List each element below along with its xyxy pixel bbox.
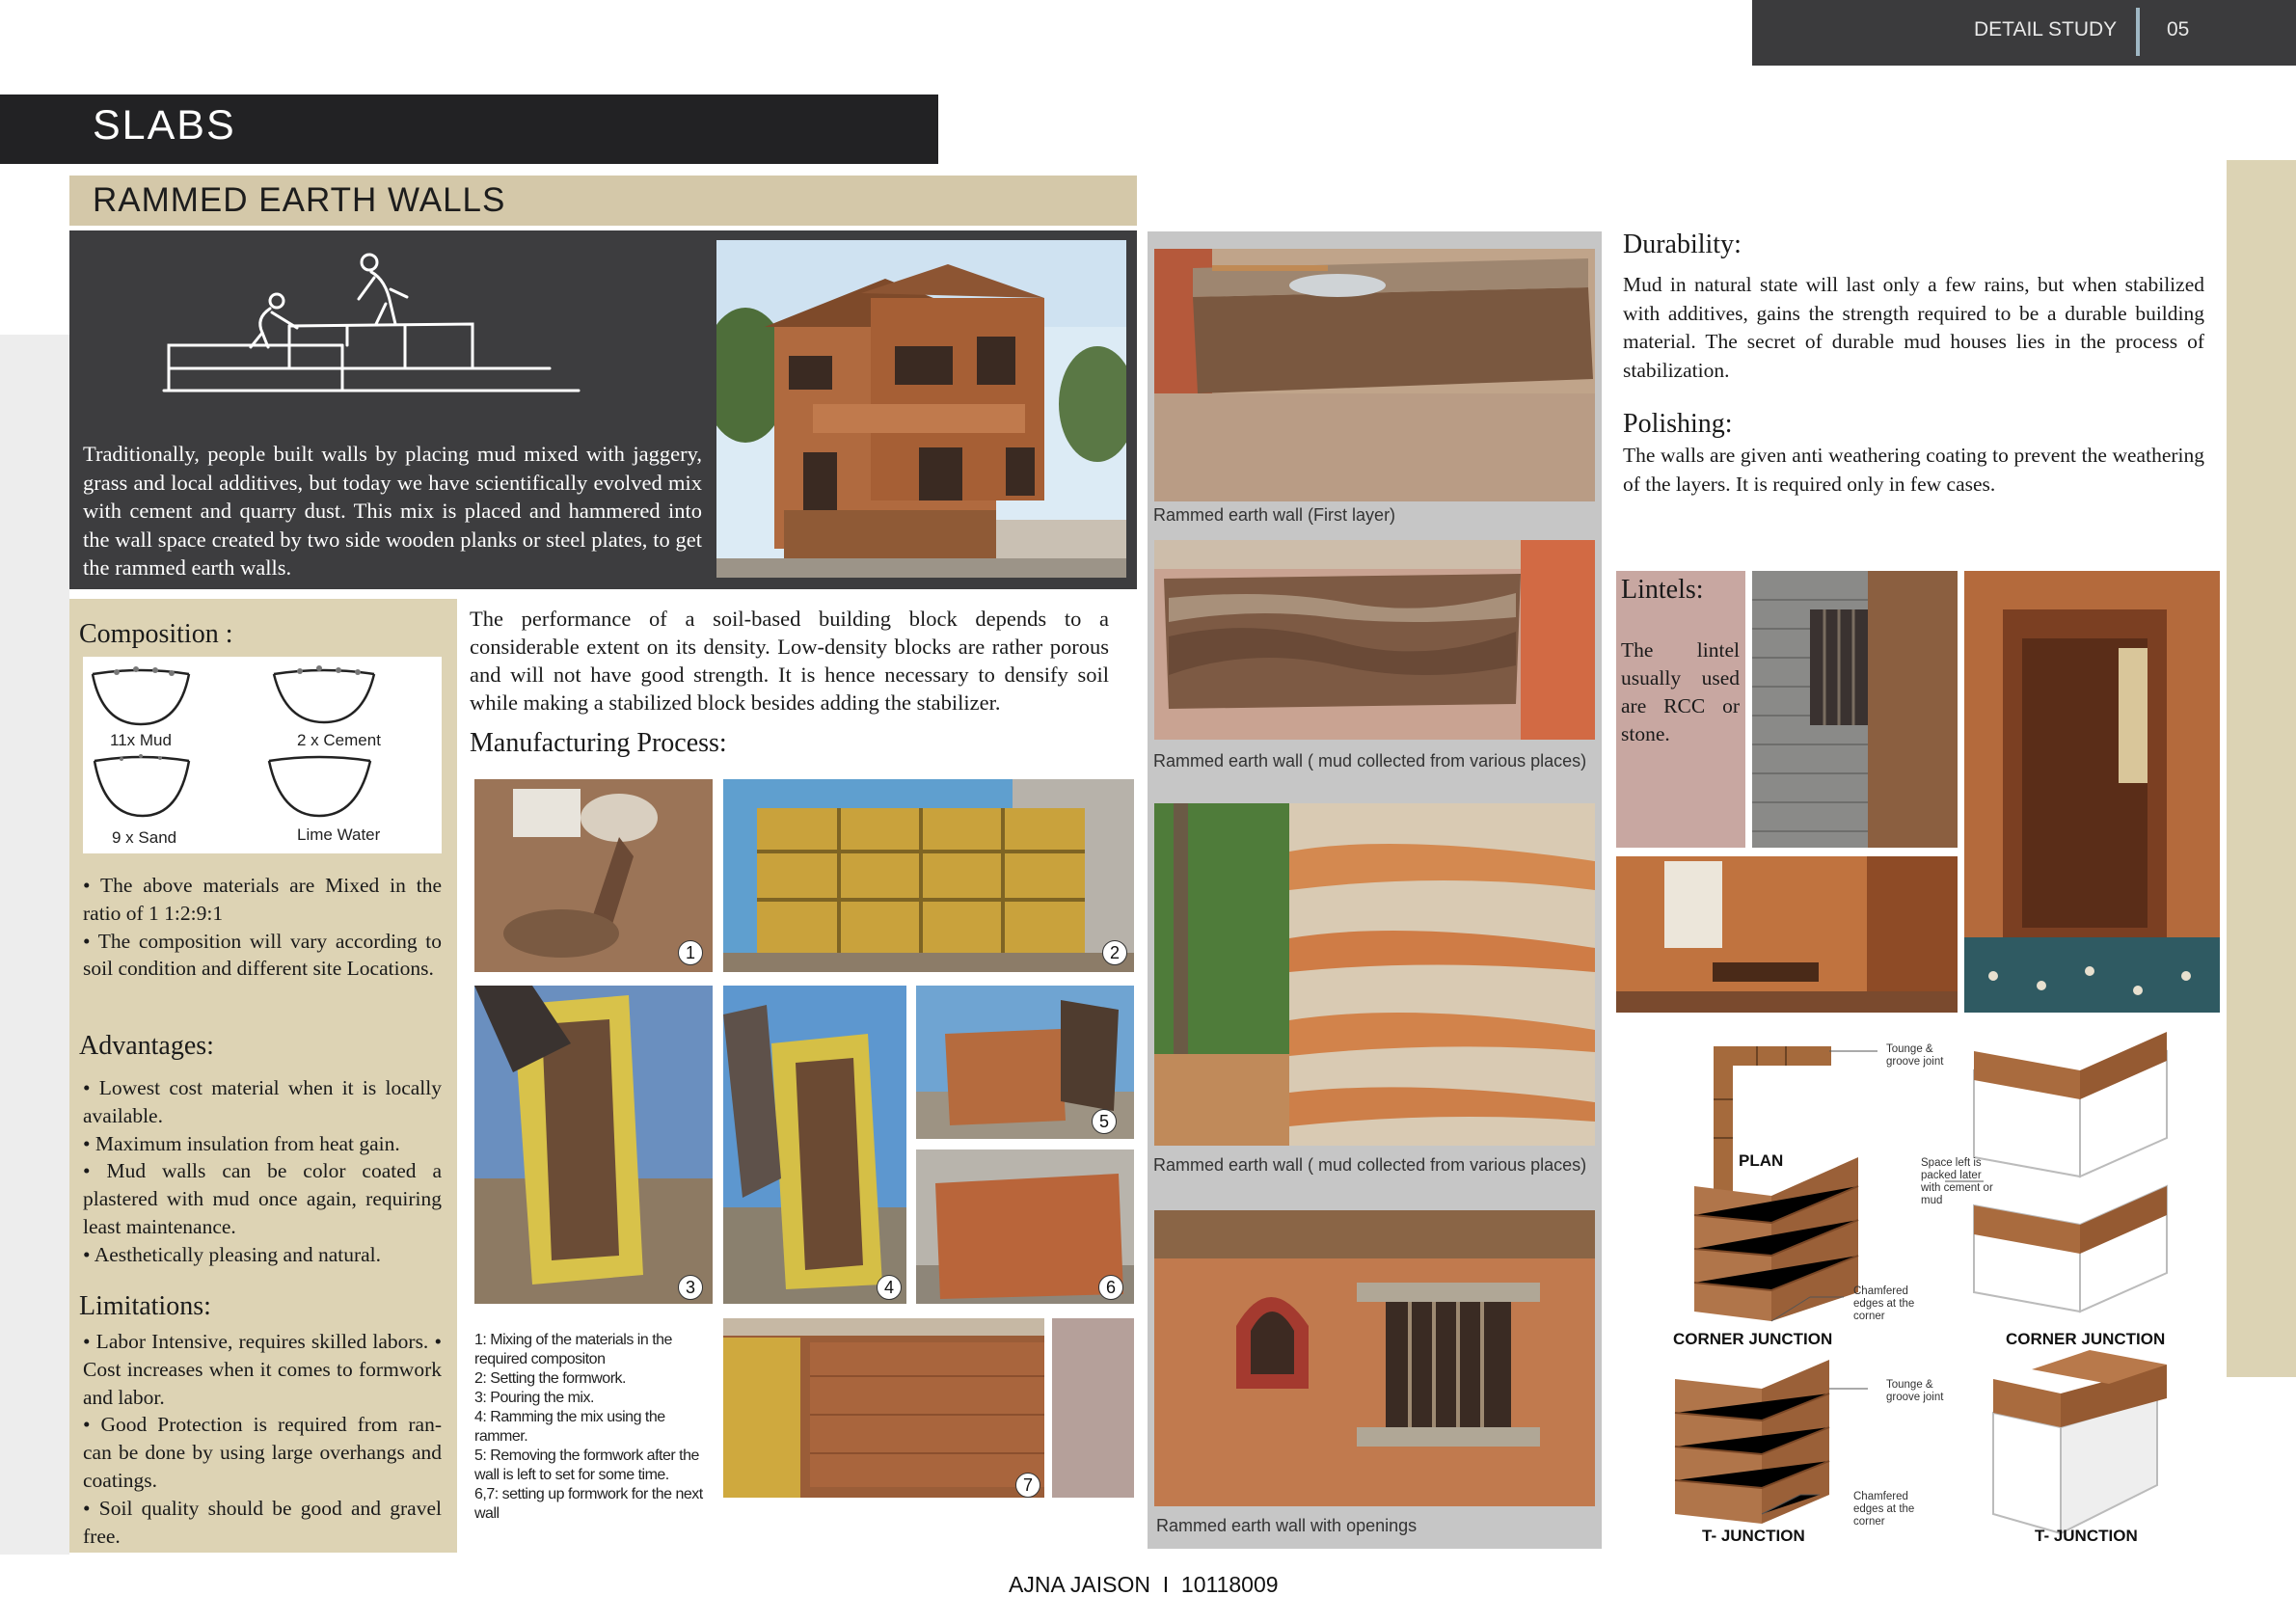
header-section-label: DETAIL STUDY xyxy=(1974,18,2118,41)
rammed-earth-house-photo xyxy=(716,240,1126,578)
photo-number: 7 xyxy=(1015,1473,1040,1498)
diagram-label-plan: PLAN xyxy=(1739,1151,1784,1170)
advantages-list xyxy=(83,1074,442,1269)
lintels-heading: Lintels: xyxy=(1621,575,1704,605)
list-item: 1: Mixing of the materials in the required compositon xyxy=(474,1332,672,1367)
page-number: 05 xyxy=(2167,18,2190,41)
diagram-label-corner-junction-2: CORNER JUNCTION xyxy=(2006,1330,2166,1348)
page-subtitle: RAMMED EARTH WALLS xyxy=(93,181,506,219)
lintel-photo-brick-window xyxy=(1752,571,1958,848)
photo-number: 1 xyxy=(678,940,703,965)
wall-caption-3: Rammed earth wall ( mud collected from various places) xyxy=(1153,1155,1587,1175)
list-item: • Soil quality should be good and gravel free. xyxy=(83,1496,442,1548)
intro-text: Traditionally, people built walls by placing mud mixed with jaggery, grass and local additives, but today we have scientifically evolved mix with cement and quarry dust. This mix is placed and hammered into the wall space created by two side wooden planks or steel plates, to get the rammed earth walls. xyxy=(83,442,702,580)
list-item: • The above materials are Mixed in the ratio of 1 1:2:9:1 xyxy=(83,874,442,925)
polishing-heading: Polishing: xyxy=(1623,409,1733,439)
process-photo-1 xyxy=(474,779,713,972)
note-tongue-groove-2: Tounge & groove joint xyxy=(1886,1379,1944,1403)
list-item: 4: Ramming the mix using the rammer. xyxy=(474,1409,665,1445)
wall-photo-mud-layers xyxy=(1154,540,1595,740)
wall-photo-first-layer xyxy=(1154,249,1595,501)
bowl-label-sand: 9 x Sand xyxy=(112,828,177,847)
process-photo-3 xyxy=(474,986,713,1304)
list-item: • Maximum insulation from heat gain. xyxy=(83,1131,400,1155)
list-item: 2: Setting the formwork. xyxy=(474,1370,626,1387)
composition-heading: Composition : xyxy=(79,619,233,649)
note-chamfered-1: Chamfered edges at the corner xyxy=(1853,1285,1915,1322)
note-chamfered-2: Chamfered edges at the corner xyxy=(1853,1491,1915,1528)
list-item: • Mud walls can be color coated a plastered with mud once again, requiring least maintenance. xyxy=(83,1159,442,1238)
list-item: • Labor Intensive, requires skilled labors. • Cost increases when it comes to formwork and labor. xyxy=(83,1330,442,1409)
process-photo-7 xyxy=(723,1318,1044,1498)
wall-caption-1: Rammed earth wall (First layer) xyxy=(1153,505,1396,525)
wall-caption-4: Rammed earth wall with openings xyxy=(1156,1516,1418,1535)
wall-junction-diagrams xyxy=(1665,1032,2225,1553)
diagram-label-t-junction-2: T- JUNCTION xyxy=(2035,1527,2138,1545)
list-item: • Lowest cost material when it is locally available. xyxy=(83,1076,442,1127)
page-title: SLABS xyxy=(93,102,236,149)
photo-number: 3 xyxy=(678,1275,703,1300)
limitations-heading: Limitations: xyxy=(79,1291,211,1321)
photo-number: 6 xyxy=(1098,1275,1123,1300)
wall-photo-striated xyxy=(1154,803,1595,1146)
header-divider xyxy=(2136,8,2140,56)
photo-number: 4 xyxy=(877,1275,902,1300)
bowl-label-lime-water: Lime Water xyxy=(297,825,381,844)
manufacturing-steps xyxy=(474,1331,706,1524)
diagram-label-corner-junction-1: CORNER JUNCTION xyxy=(1673,1330,1833,1348)
right-margin-strip xyxy=(2227,160,2296,1377)
bowl-label-mud: 11x Mud xyxy=(110,731,172,749)
durability-text: Mud in natural state will last only a few rains, but when stabilized with additives, gains the strength required to be a durable building material. The secret of durable mud houses lies in the process of stabilization. xyxy=(1623,273,2204,382)
footer-author: AJNA JAISON I 10118009 xyxy=(1009,1572,1279,1597)
limitations-list xyxy=(83,1328,442,1550)
process-photo-4 xyxy=(723,986,906,1304)
left-margin-strip xyxy=(0,335,69,1555)
mixing-bowls-illustration xyxy=(83,657,442,853)
photo-number: 5 xyxy=(1092,1109,1117,1134)
manufacturing-heading: Manufacturing Process: xyxy=(470,728,727,758)
list-item: • Good Protection is required from ran- can be done by using large overhangs and coatings. xyxy=(83,1413,442,1492)
durability-heading: Durability: xyxy=(1623,230,1742,259)
lintel-photo-interior xyxy=(1616,856,1958,1013)
list-item: • Aesthetically pleasing and natural. xyxy=(83,1242,382,1266)
process-photo-2 xyxy=(723,779,1134,972)
process-photo-6 xyxy=(916,1150,1134,1304)
bowl-label-cement: 2 x Cement xyxy=(297,731,381,749)
composition-diagram xyxy=(83,657,442,853)
process-photo-5 xyxy=(916,986,1134,1139)
wall-photo-openings xyxy=(1154,1210,1595,1506)
diagram-label-t-junction-1: T- JUNCTION xyxy=(1702,1527,1805,1545)
lintel-photo-doorway xyxy=(1964,571,2220,1013)
accent-box xyxy=(1052,1318,1134,1498)
note-space-left: Space left is packed later with cement or mud xyxy=(1921,1157,1993,1206)
photo-number: 2 xyxy=(1102,940,1127,965)
list-item: 6,7: setting up formwork for the next wall xyxy=(474,1486,703,1522)
note-tongue-groove-1: Tounge & groove joint xyxy=(1886,1043,1944,1068)
list-item: • The composition will vary according to soil condition and different site Locations. xyxy=(83,929,442,981)
performance-text: The performance of a soil-based building block depends to a considerable extent on its density. Low-density blocks are rather porous and will not have good strength. It is hence necessary to densify soil while making a stabilized block besides adding the stabilizer. xyxy=(470,607,1109,715)
lintels-text: The lintel usually used are RCC or stone. xyxy=(1621,638,1740,745)
list-item: 5: Removing the formwork after the wall is left to set for some time. xyxy=(474,1447,699,1483)
polishing-text: The walls are given anti weathering coating to prevent the weathering of the layers. It is required only in few cases. xyxy=(1623,444,2204,496)
advantages-heading: Advantages: xyxy=(79,1031,214,1061)
wall-caption-2: Rammed earth wall ( mud collected from various places) xyxy=(1153,751,1587,771)
list-item: 3: Pouring the mix. xyxy=(474,1390,594,1406)
wall-building-sketch xyxy=(154,251,588,405)
composition-list xyxy=(83,872,442,983)
